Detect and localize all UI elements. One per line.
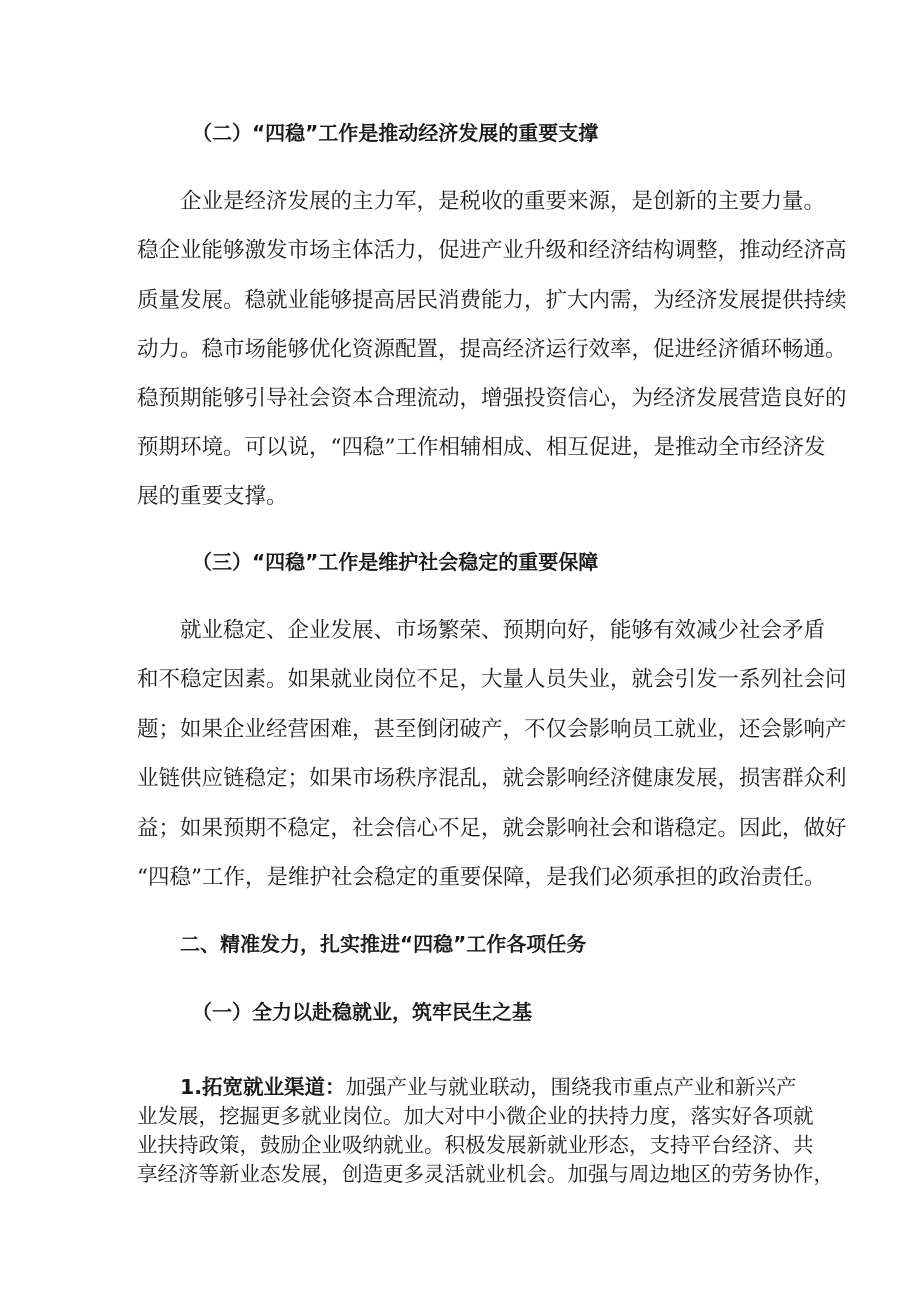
paragraph-line: 企业是经济发展的主力军，是税收的重要来源，是创新的主要力量。 — [180, 189, 826, 214]
subsection-1-title: （一）全力以赴稳就业，筑牢民生之基 — [192, 1000, 532, 1024]
paragraph-line: 业发展，挖掘更多就业岗位。加大对中小微企业的扶持力度，落实好各项就 — [137, 1104, 814, 1128]
paragraph-line: 预期环境。可以说，“四稳”工作相辅相成、相互促进，是推动全市经济发 — [137, 435, 826, 460]
paragraph-line: 题；如果企业经营困难，甚至倒闭破产，不仅会影响员工就业，还会影响产 — [137, 717, 847, 742]
item-lead: 1.拓宽就业渠道： — [180, 1075, 346, 1099]
paragraph-line — [180, 1073, 797, 1101]
paragraph-line: 稳预期能够引导社会资本合理流动，增强投资信心，为经济发展营造良好的 — [137, 386, 847, 411]
item-text: 加强产业与就业联动，围绕我市重点产业和新兴产 — [345, 1075, 797, 1099]
paragraph-line: “四稳”工作，是维护社会稳定的重要保障，是我们必须承担的政治责任。 — [137, 865, 826, 890]
paragraph-line: 业扶持政策，鼓励企业吸纳就业。积极发展新就业形态，支持平台经济、共 — [137, 1133, 814, 1157]
section-heading-2: （二）“四稳”工作是推动经济发展的重要支撑 — [192, 121, 599, 145]
paragraph-line: 质量发展。稳就业能够提高居民消费能力，扩大内需，为经济发展提供持续 — [137, 288, 847, 313]
section-2-title: 二、精准发力，扎实推进“四稳”工作各项任务 — [180, 932, 587, 956]
paragraph-line: 益；如果预期不稳定，社会信心不足，就会影响社会和谐稳定。因此，做好 — [137, 816, 847, 841]
paragraph-line: 和不稳定因素。如果就业岗位不足，大量人员失业，就会引发一系列社会问 — [137, 667, 847, 692]
paragraph-line: 就业稳定、企业发展、市场繁荣、预期向好，能够有效减少社会矛盾 — [180, 618, 826, 643]
paragraph-line: 业链供应链稳定；如果市场秩序混乱，就会影响经济健康发展，损害群众利 — [137, 766, 847, 791]
paragraph-line: 享经济等新业态发展，创造更多灵活就业机会。加强与周边地区的劳务协作， — [137, 1162, 834, 1186]
paragraph-line: 展的重要支撑。 — [137, 484, 288, 509]
paragraph-line: 动力。稳市场能够优化资源配置，提高经济运行效率，促进经济循环畅通。 — [137, 337, 847, 362]
section-heading-3: （三）“四稳”工作是维护社会稳定的重要保障 — [192, 550, 599, 574]
paragraph-line: 稳企业能够激发市场主体活力，促进产业升级和经济结构调整，推动经济高 — [137, 238, 847, 263]
